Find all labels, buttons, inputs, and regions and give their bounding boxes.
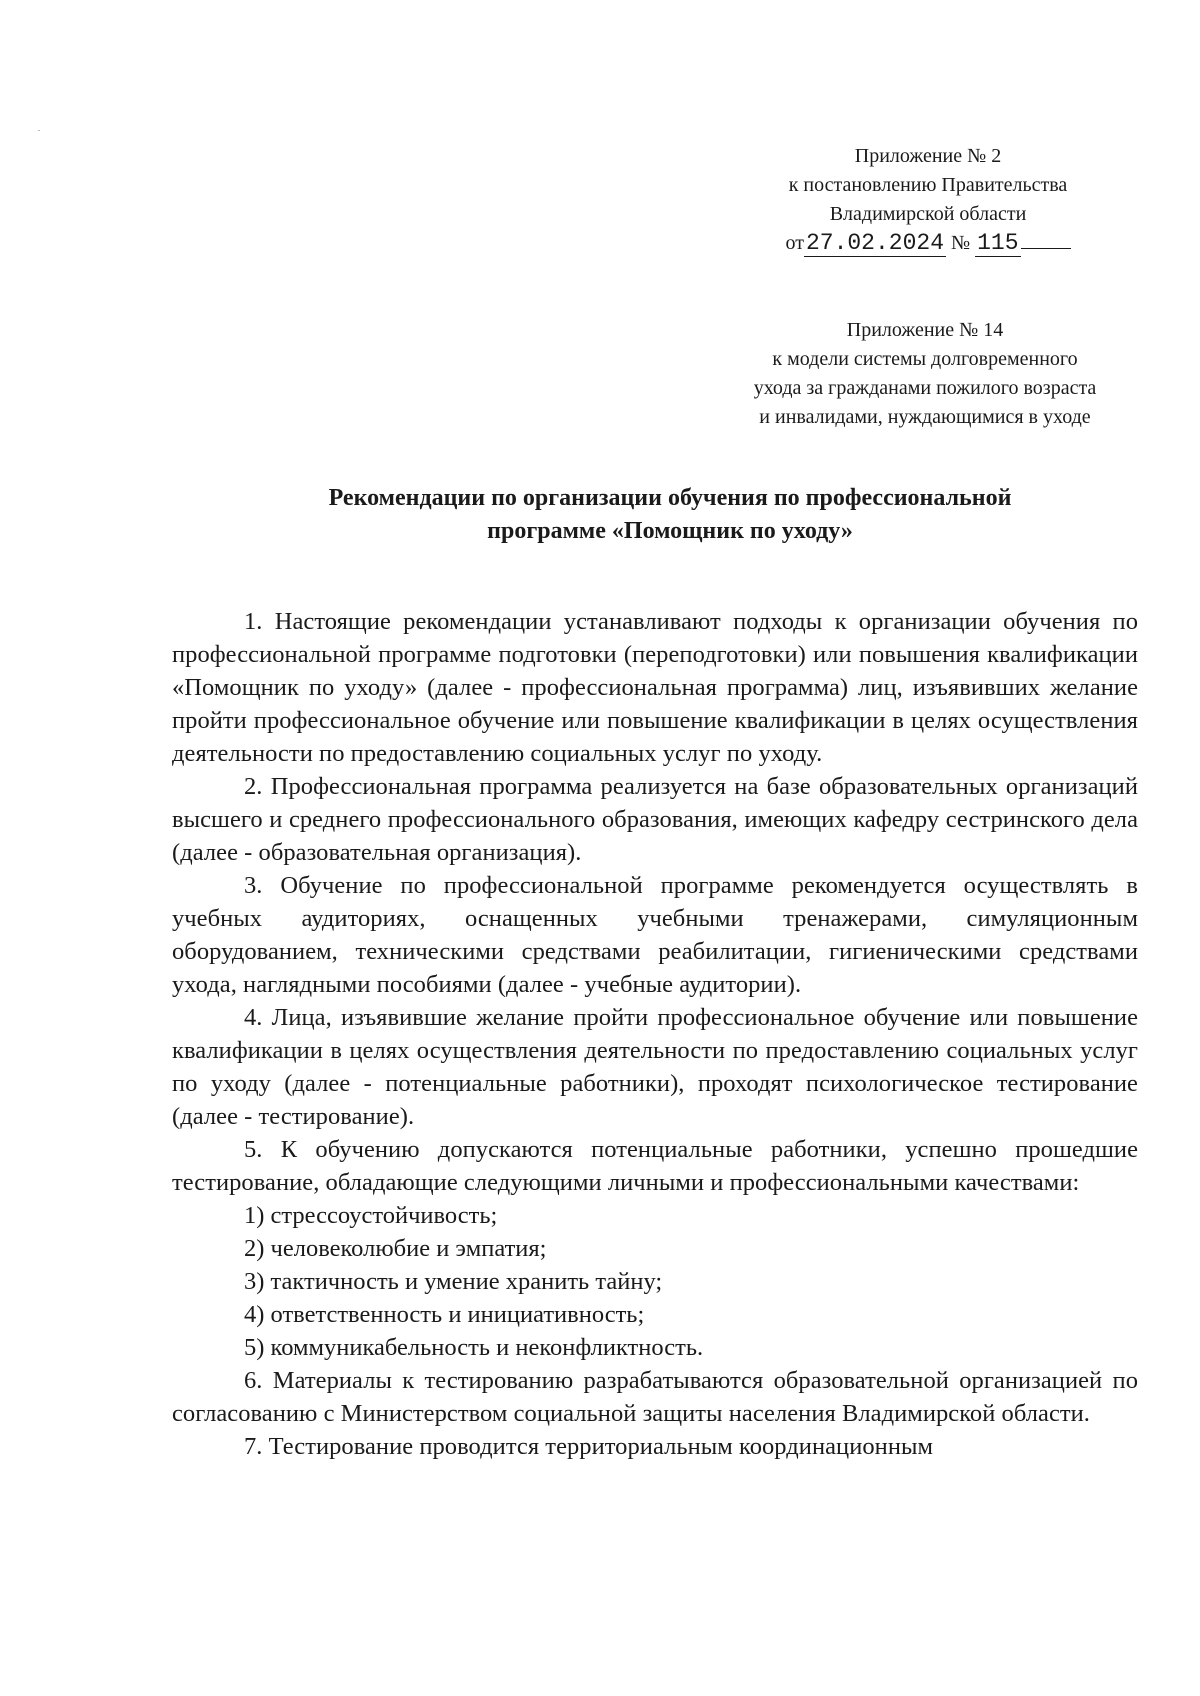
paragraph-2: 2. Профессиональная программа реализуется на базе образовательных организаций высшего и среднего профессионального образования, имеющих кафедру сестринского дела (далее - образовательная организация). bbox=[172, 773, 1138, 866]
document-title bbox=[270, 482, 1070, 548]
number-sign: № bbox=[951, 232, 971, 254]
quality-item: 1) стрессоустойчивость; bbox=[244, 1202, 498, 1229]
appendix-reference-line: к модели системы долговременного bbox=[772, 348, 1078, 370]
number-underline bbox=[1021, 247, 1071, 249]
paragraph-5: 5. К обучению допускаются потенциальные работники, успешно прошедшие тестирование, обладающие следующими личными и профессиональными качествами: bbox=[172, 1136, 1138, 1196]
paragraph-7: 7. Тестирование проводится территориальным координационным bbox=[244, 1433, 934, 1460]
paragraph-1: 1. Настоящие рекомендации устанавливают подходы к организации обучения по профессиональной программе подготовки (переподготовки) или повышения квалификации «Помощник по уходу» (далее - профессиональная программа) лиц, изъявивших желание пройти профессиональное обучение или повышение квалификации в целях осуществления деятельности по предоставлению социальных услуг по уходу. bbox=[172, 608, 1138, 767]
title-line-2: программе «Помощник по уходу» bbox=[487, 518, 853, 544]
appendix-region-line: Владимирской области bbox=[829, 203, 1027, 225]
scan-artifact bbox=[38, 130, 40, 131]
date-prefix: от bbox=[785, 232, 804, 254]
decree-date-number-line bbox=[728, 229, 1128, 258]
appendix-reference-line: ухода за гражданами пожилого возраста bbox=[753, 377, 1097, 399]
appendix-number-line: Приложение № 2 bbox=[854, 145, 1002, 167]
appendix-header-model bbox=[700, 316, 1150, 432]
appendix-reference-line: и инвалидами, нуждающимися в уходе bbox=[759, 406, 1091, 428]
decree-number: 115 bbox=[977, 230, 1019, 256]
appendix-number-line: Приложение № 14 bbox=[846, 319, 1004, 341]
document-body bbox=[172, 605, 1138, 1463]
paragraph-4: 4. Лица, изъявившие желание пройти профессиональное обучение или повышение квалификации в целях осуществления деятельности по предоставлению социальных услуг по уходу (далее - потенциальные работники), проходят психологическое тестирование (далее - тестирование). bbox=[172, 1004, 1138, 1130]
quality-item: 5) коммуникабельность и неконфликтность. bbox=[244, 1334, 704, 1361]
title-line-1: Рекомендации по организации обучения по профессиональной bbox=[328, 485, 1012, 511]
paragraph-6: 6. Материалы к тестированию разрабатываются образовательной организацией по согласованию с Министерством социальной защиты населения Владимирской области. bbox=[172, 1367, 1138, 1427]
quality-item: 4) ответственность и инициативность; bbox=[244, 1301, 645, 1328]
paragraph-3: 3. Обучение по профессиональной программе рекомендуется осуществлять в учебных аудиториях, оснащенных учебными тренажерами, симуляционным оборудованием, техническими средствами реабилитации, гигиеническими средствами ухода, наглядными пособиями (далее - учебные аудитории). bbox=[172, 872, 1138, 998]
quality-item: 2) человеколюбие и эмпатия; bbox=[244, 1235, 547, 1262]
decree-date: 27.02.2024 bbox=[805, 230, 944, 256]
appendix-header-decree bbox=[728, 142, 1128, 258]
quality-item: 3) тактичность и умение хранить тайну; bbox=[244, 1268, 663, 1295]
appendix-reference-line: к постановлению Правительства bbox=[788, 174, 1068, 196]
